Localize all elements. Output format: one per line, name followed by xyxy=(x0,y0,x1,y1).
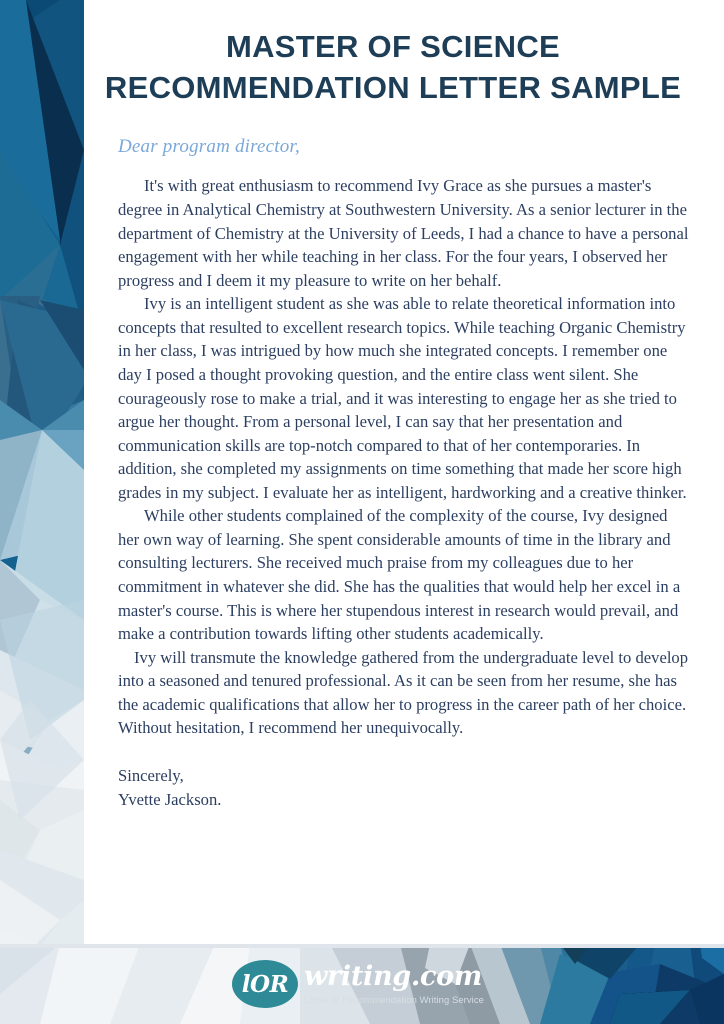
salutation: Dear program director, xyxy=(118,136,300,158)
decorative-sidebar-pattern xyxy=(0,0,84,1024)
letter-paragraph: While other students complained of the complexity of the course, Ivy designed her own way of learning. She spent considerable amounts of time in the library and consulting lecturers. She received much praise from my colleagues due to her commitment in whatever she did. She has the qualities that would help her excel in a master's course. This is where her stupendous interest in research would prevail, and make a contribution towards lifting other students academically. xyxy=(118,506,681,644)
logo-badge-icon xyxy=(232,960,298,1008)
letter-paragraph: Ivy will transmute the knowledge gathered from the undergraduate level to develop into a seasoned and tenured professional. As it can be seen from her resume, she has the academic qualifications that allow her to progress in the career path of her choice. Without hesitation, I recommend her unequivocally. xyxy=(118,647,689,738)
page-title: MASTER OF SCIENCE RECOMMENDATION LETTER SAMPLE xyxy=(104,29,682,106)
sidebar-polygons xyxy=(0,0,84,1024)
letter-paragraph: Ivy is an intelligent student as she was able to relate theoretical information into concepts that resulted to excellent research topics. While teaching Organic Chemistry in her class, I was intrigued by how much she integrated concepts. I remember one day I posed a thought provoking question, and the entire class went silent. She courageously rose to make a trial, and it was interesting to engage her as she tried to argue her thought. From a personal level, I can say that her presentation and communication skills are top-notch compared to that of her contemporaries. In addition, she completed my assignments on time something that made her score high grades in my subject. I evaluate her as intelligent, hardworking and a creative thinker. xyxy=(118,294,687,502)
letter-body xyxy=(104,158,690,740)
letter-content xyxy=(104,0,690,1024)
letter-closing xyxy=(104,740,690,812)
logo-badge-text: lOR xyxy=(241,970,289,998)
signature-name: Yvette Jackson. xyxy=(118,789,222,809)
logo-word-text: writing.com xyxy=(304,961,483,993)
logo-tagline-text: Letter of Recommendation Writing Service xyxy=(304,994,484,1006)
closing-salutation: Sincerely, xyxy=(118,765,184,785)
brand-logo xyxy=(232,958,484,1010)
logo-wordmark xyxy=(294,963,484,1004)
letter-paragraph: It's with great enthusiasm to recommend Ivy Grace as she pursues a master's degree in Analytical Chemistry at Southwestern University. As a senior lecturer in the department of Chemistry at the University of Leeds, I had a chance to have a personal engagement with her while teaching in her class. For the four years, I observed her progress and I deem it my pleasure to write on her behalf. xyxy=(118,176,689,290)
